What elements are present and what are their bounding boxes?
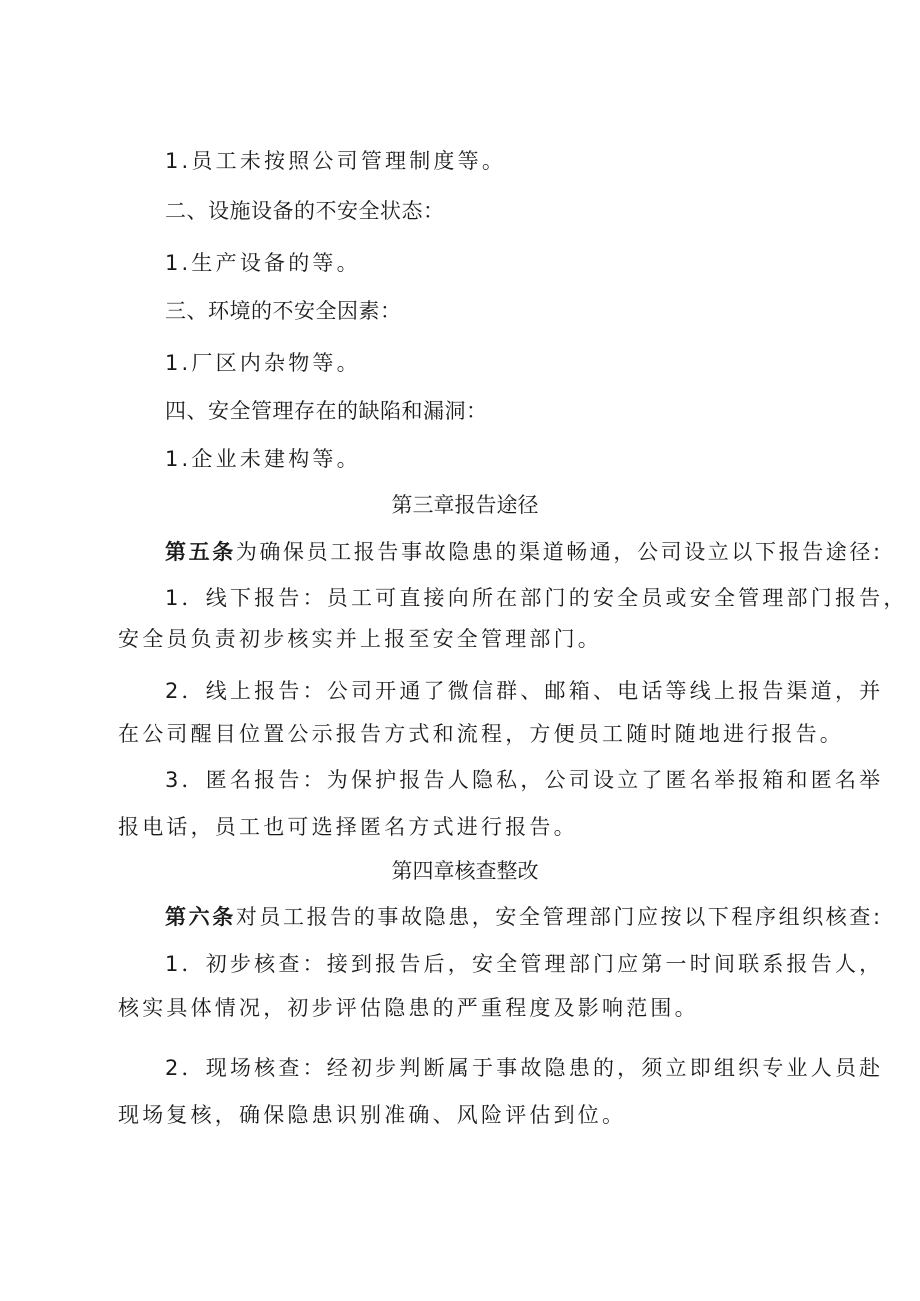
list-item: 1.生产设备的等。 [165, 251, 361, 275]
chapter-4-title: 第四章核查整改 [391, 859, 539, 883]
section-heading: 四、安全管理存在的缺陷和漏洞： [165, 399, 488, 423]
paragraph-line: 现场复核，确保隐患识别准确、风险评估到位。 [118, 1103, 627, 1127]
chapter-title [0, 490, 920, 520]
section-heading: 二、设施设备的不安全状态： [165, 199, 445, 223]
chapter-3-title: 第三章报告途径 [391, 493, 539, 517]
article-paragraph [165, 537, 883, 567]
list-item: 1.厂区内杂物等。 [165, 351, 361, 375]
article-paragraph [165, 902, 883, 932]
paragraph-line: 2．现场核查：经初步判断属于事故隐患的，须立即组织专业人员赴 [165, 1056, 884, 1080]
paragraph-line: 1．初步核查：接到报告后，安全管理部门应第一时间联系报告人， [165, 952, 884, 976]
article-label: 第五条 [165, 540, 236, 564]
paragraph-line: 1．线下报告：员工可直接向所在部门的安全员或安全管理部门报告， [165, 586, 908, 610]
article-text: 对员工报告的事故隐患，安全管理部门应按以下程序组织核查: [235, 905, 883, 929]
paragraph-line: 2．线上报告：公司开通了微信群、邮箱、电话等线上报告渠道，并 [165, 679, 884, 703]
article-label: 第六条 [165, 905, 236, 929]
paragraph-line: 3．匿名报告：为保护报告人隐私，公司设立了匿名举报箱和匿名举 [165, 768, 884, 792]
paragraph-line: 核实具体情况，初步评估隐患的严重程度及影响范围。 [118, 996, 699, 1020]
article-text: 为确保员工报告事故隐患的渠道畅通，公司设立以下报告途径: [235, 540, 883, 564]
list-item: 1.员工未按照公司管理制度等。 [165, 149, 507, 173]
paragraph-line: 安全员负责初步核实并上报至安全管理部门。 [118, 627, 602, 651]
paragraph-line: 在公司醒目位置公示报告方式和流程，方便员工随时随地进行报告。 [118, 722, 844, 746]
list-item: 1.企业未建构等。 [165, 447, 361, 471]
section-heading: 三、环境的不安全因素： [165, 299, 402, 323]
chapter-title [0, 856, 920, 886]
paragraph-line: 报电话，员工也可选择匿名方式进行报告。 [118, 815, 578, 839]
